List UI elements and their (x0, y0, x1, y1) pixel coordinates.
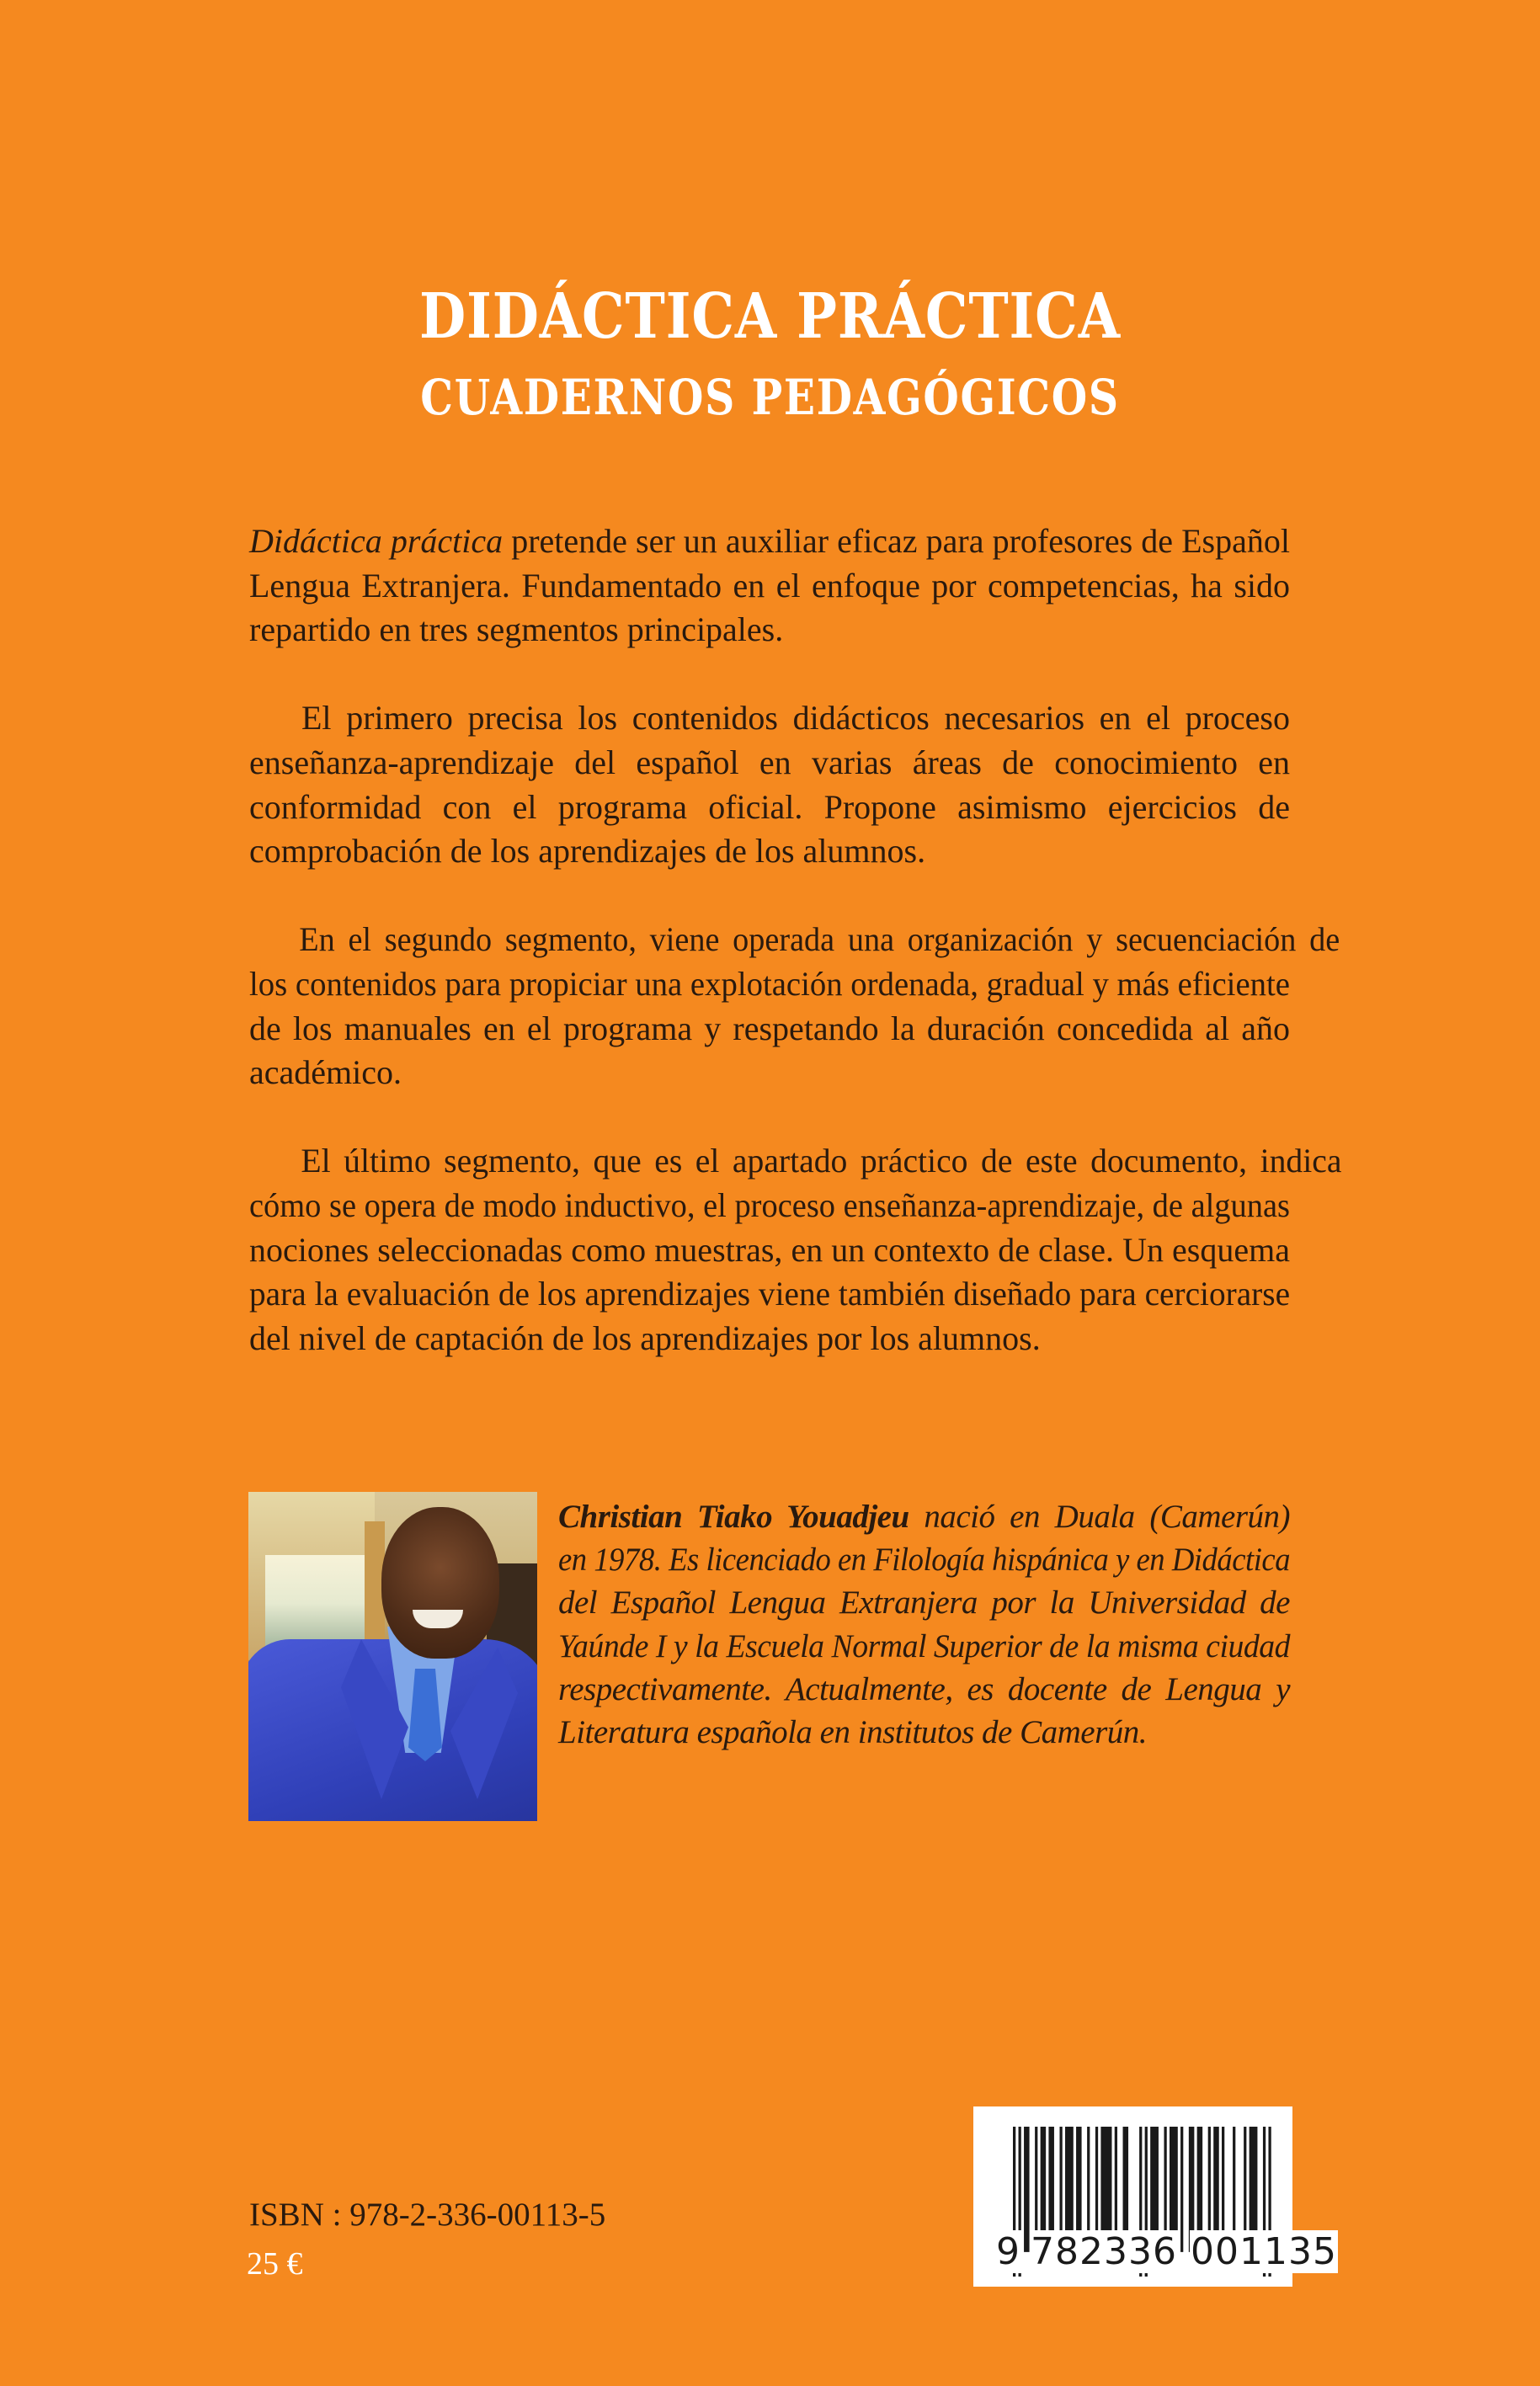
isbn-text: ISBN : 978-2-336-00113-5 (249, 2197, 606, 2233)
title-main: DIDÁCTICA PRÁCTICA (419, 280, 1121, 353)
blurb-line: Lengua Extranjera. Fundamentado en el enfoque por competencias, ha sido (249, 566, 1290, 604)
blurb-line: enseñanza-aprendizaje del español en varias áreas de conocimiento en (249, 743, 1290, 781)
blurb-line: de los manuales en el programa y respetando la duración concedida al año (249, 1009, 1290, 1047)
barcode (973, 2106, 1337, 2287)
blurb-line: los contenidos para propiciar una explotación ordenada, gradual y más eficiente (249, 964, 1290, 1003)
barcode-first-digit: 9 (996, 2230, 1020, 2273)
bio-line (558, 1495, 1290, 1538)
bio-line: Literatura española en institutos de Camerún. (558, 1714, 1147, 1751)
blurb-line: El último segmento, que es el apartado práctico de este documento, indica (301, 1142, 1342, 1180)
blurb-line: del nivel de captación de los aprendizajes por los alumnos. (249, 1318, 1041, 1357)
price-text: 25 € (247, 2246, 303, 2282)
author-name: Christian Tiako Youadjeu (558, 1499, 909, 1535)
blurb-line: En el segundo segmento, viene operada una organización y secuenciación de (299, 920, 1340, 959)
blurb-line: comprobación de los aprendizajes de los alumnos. (249, 832, 926, 871)
bio-line: respectivamente. Actualmente, es docente de Lengua y (558, 1670, 1290, 1707)
barcode-right-group: 001135 (1190, 2230, 1337, 2273)
blurb-paragraph-2 (249, 696, 1290, 873)
blurb-line-text: pretende ser un auxiliar eficaz para profesores de Español (503, 522, 1290, 560)
photo-background-window (265, 1555, 366, 1652)
barcode-left-group: 782336 (1031, 2230, 1177, 2273)
bio-line-text: nació en Duala (Camerún) (909, 1499, 1290, 1535)
photo-head (381, 1507, 499, 1659)
blurb-line: para la evaluación de los aprendizajes viene también diseñado para cerciorarse (249, 1275, 1291, 1313)
blurb (249, 519, 1342, 1405)
blurb-line: nociones seleccionadas como muestras, en un contexto de clase. Un esquema (249, 1230, 1290, 1269)
title-subtitle: CUADERNOS PEDAGÓGICOS (420, 369, 1120, 426)
blurb-paragraph-1 (249, 519, 1290, 652)
blurb-line: académico. (249, 1053, 402, 1092)
blurb-line: repartido en tres segmentos principales. (249, 610, 784, 649)
blurb-paragraph-4 (249, 1139, 1342, 1361)
blurb-line (249, 519, 1290, 564)
book-title (0, 278, 1540, 439)
barcode-digits (995, 2231, 1338, 2273)
author-photo (248, 1492, 537, 1821)
bio-line: del Español Lengua Extranjera por la Universidad de (558, 1584, 1290, 1622)
bio-line: Yaúnde I y la Escuela Normal Superior de la misma ciudad (558, 1627, 1291, 1664)
blurb-line: conformidad con el programa oficial. Propone asimismo ejercicios de (249, 787, 1290, 826)
author-bio (558, 1495, 1290, 1754)
blurb-line: cómo se opera de modo inductivo, el proceso enseñanza-aprendizaje, de algunas (249, 1185, 1290, 1224)
blurb-paragraph-3 (249, 918, 1340, 1094)
bio-line: en 1978. Es licenciado en Filología hispánica y en Didáctica (558, 1542, 1291, 1579)
blurb-line: El primero precisa los contenidos didácticos necesarios en el proceso (301, 699, 1290, 738)
book-title-italic: Didáctica práctica (249, 522, 504, 560)
